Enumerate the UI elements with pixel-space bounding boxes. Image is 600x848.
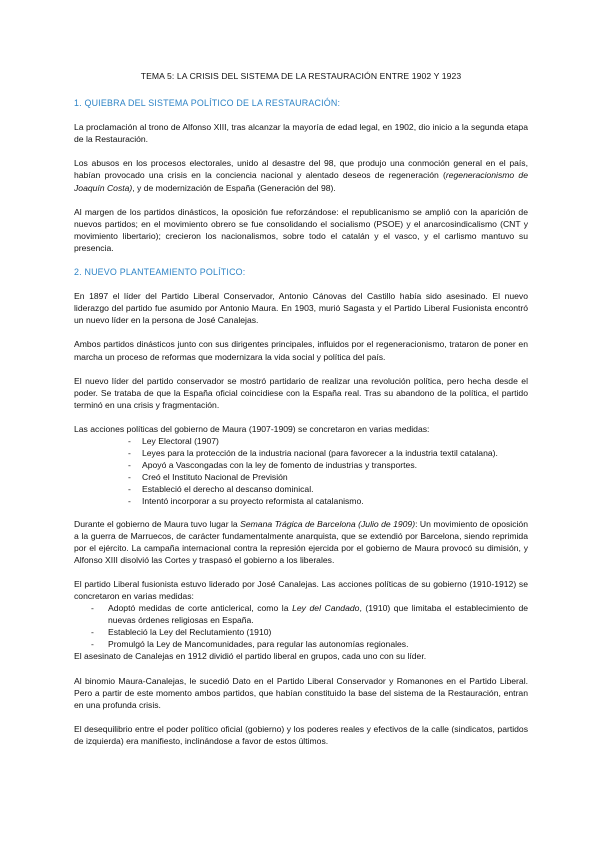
dash-bullet: - (128, 448, 131, 459)
list-item: - Adoptó medidas de corte anticlerical, como la Ley del Candado, (1910) que limitaba el establecimiento de nuevas órdenes religiosas en España. (91, 603, 529, 626)
document-page (74, 70, 528, 759)
list-item: - Leyes para la protección de la industria nacional (para favorecer a la industria textil catalana). (128, 448, 498, 459)
section-1-paragraph-2 (74, 157, 528, 193)
section-2-heading: 2. NUEVO PLANTEAMIENTO POLÍTICO: (74, 267, 246, 278)
text-segment: , y de modernización de España (Generación del 98). (132, 182, 336, 193)
text-segment: Durante el gobierno de Maura tuvo lugar la (74, 518, 241, 529)
dash-bullet: - (128, 472, 131, 483)
italic-text: Ley del Candado (292, 603, 360, 614)
italic-text: regeneracionismo de Joaquín Costa) (74, 170, 528, 193)
section-2-paragraph-3: El nuevo líder del partido conservador se mostró partidario de realizar una revolución política, pero hecha desde el poder. Se trataba de que la España oficial coincidiese con la España real. Tras su abandono de la política, el partido terminó en una crisis y fragmentación. (74, 375, 528, 410)
section-2-paragraph-2: Ambos partidos dinásticos junto con sus dirigentes principales, influidos por el regeneracionismo, trataron de poner en marcha un proceso de reformas que modernizara la vida social y política del país. (74, 339, 528, 362)
list-item: - Estableció el derecho al descanso dominical. (128, 484, 314, 495)
text-segment: : Un movimiento de oposición a la guerra de Marruecos, de carácter fundamentalmente anarquista, que se extendió por Barcelona, siendo reprimida por el ejército. La campaña internacional contra la represión ejercida por el gobierno de Maura provocó su dimisión, y Alfonso XIII disolvió las Cortes y traspasó el gobierno a los liberales. (74, 518, 528, 565)
list-item: - Intentó incorporar a su proyecto reformista al catalanismo. (128, 496, 364, 507)
section-2-paragraph-8: Al binomio Maura-Canalejas, le sucedió Dato en el Partido Liberal Conservador y Romanones en el Partido Liberal. Pero a partir de este momento ambos partidos, que habían constituido la base del sistema de la Restauración, entran en una profunda crisis. (74, 675, 528, 710)
document-title: TEMA 5: LA CRISIS DEL SISTEMA DE LA RESTAURACIÓN ENTRE 1902 Y 1923 (140, 71, 462, 81)
section-1-paragraph-3: Al margen de los partidos dinásticos, la oposición fue reforzándose: el republicanismo se amplió con la aparición de nuevos partidos; en el movimiento obrero se fue consolidando el socialismo (PSOE) y el anarcosindicalismo (CNT y movimiento libertario); crecieron los nacionalismos, sobre todo el catalán y el vasco, y el carlismo mantuvo su presencia. (74, 206, 528, 253)
section-1-paragraph-1: La proclamación al trono de Alfonso XIII, tras alcanzar la mayoría de edad legal, en 1902, dio inicio a la segunda etapa de la Restauración. (74, 122, 528, 145)
list-item: - Estableció la Ley del Reclutamiento (1910) (91, 627, 272, 638)
section-2-paragraph-5 (74, 518, 528, 566)
section-2-paragraph-9: El desequilibrio entre el poder político oficial (gobierno) y los poderes reales y efectivos de la calle (sindicatos, partidos de izquierda) era manifiesto, inclinándose a favor de estos últimos. (74, 723, 528, 746)
dash-bullet: - (128, 484, 131, 495)
dash-bullet: - (128, 435, 131, 446)
list-item: - Promulgó la Ley de Mancomunidades, para regular las autonomías regionales. (91, 639, 409, 650)
text-segment: Los abusos en los procesos electorales, unido al desastre del 98, que produjo una conmoción general en el país, habían provocado una crisis en la conciencia nacional y alentado deseos de regeneración ( (74, 158, 528, 181)
canalejas-measures-list (74, 602, 528, 650)
list-item: - Ley Electoral (1907) (128, 435, 219, 446)
dash-bullet: - (91, 639, 94, 650)
list-item: - Creó el Instituto Nacional de Previsión (128, 472, 288, 483)
section-2-paragraph-7: El asesinato de Canalejas en 1912 dividió el partido liberal en grupos, cada uno con su líder. (74, 651, 427, 662)
section-2-paragraph-6: El partido Liberal fusionista estuvo liderado por José Canalejas. Las acciones políticas de su gobierno (1910-1912) se concretaron en varias medidas: (74, 578, 528, 601)
maura-measures-list (74, 435, 528, 508)
dash-bullet: - (128, 496, 131, 507)
dash-bullet: - (128, 460, 131, 471)
section-2-paragraph-1: En 1897 el líder del Partido Liberal Conservador, Antonio Cánovas del Castillo había sido asesinado. El nuevo liderazgo del partido fue asumido por Antonio Maura. En 1903, murió Sagasta y el Partido Liberal Fusionista encontró un nuevo líder en la persona de José Canalejas. (74, 291, 528, 326)
section-1-heading: 1. QUIEBRA DEL SISTEMA POLÍTICO DE LA RESTAURACIÓN: (74, 98, 341, 109)
list-item: - Apoyó a Vascongadas con la ley de fomento de industrias y transportes. (128, 460, 418, 471)
italic-text: Semana Trágica de Barcelona (Julio de 1909) (240, 518, 416, 529)
dash-bullet: - (91, 627, 94, 638)
section-2-paragraph-4: Las acciones políticas del gobierno de Maura (1907-1909) se concretaron en varias medidas: (74, 423, 430, 434)
dash-bullet: - (91, 603, 94, 614)
